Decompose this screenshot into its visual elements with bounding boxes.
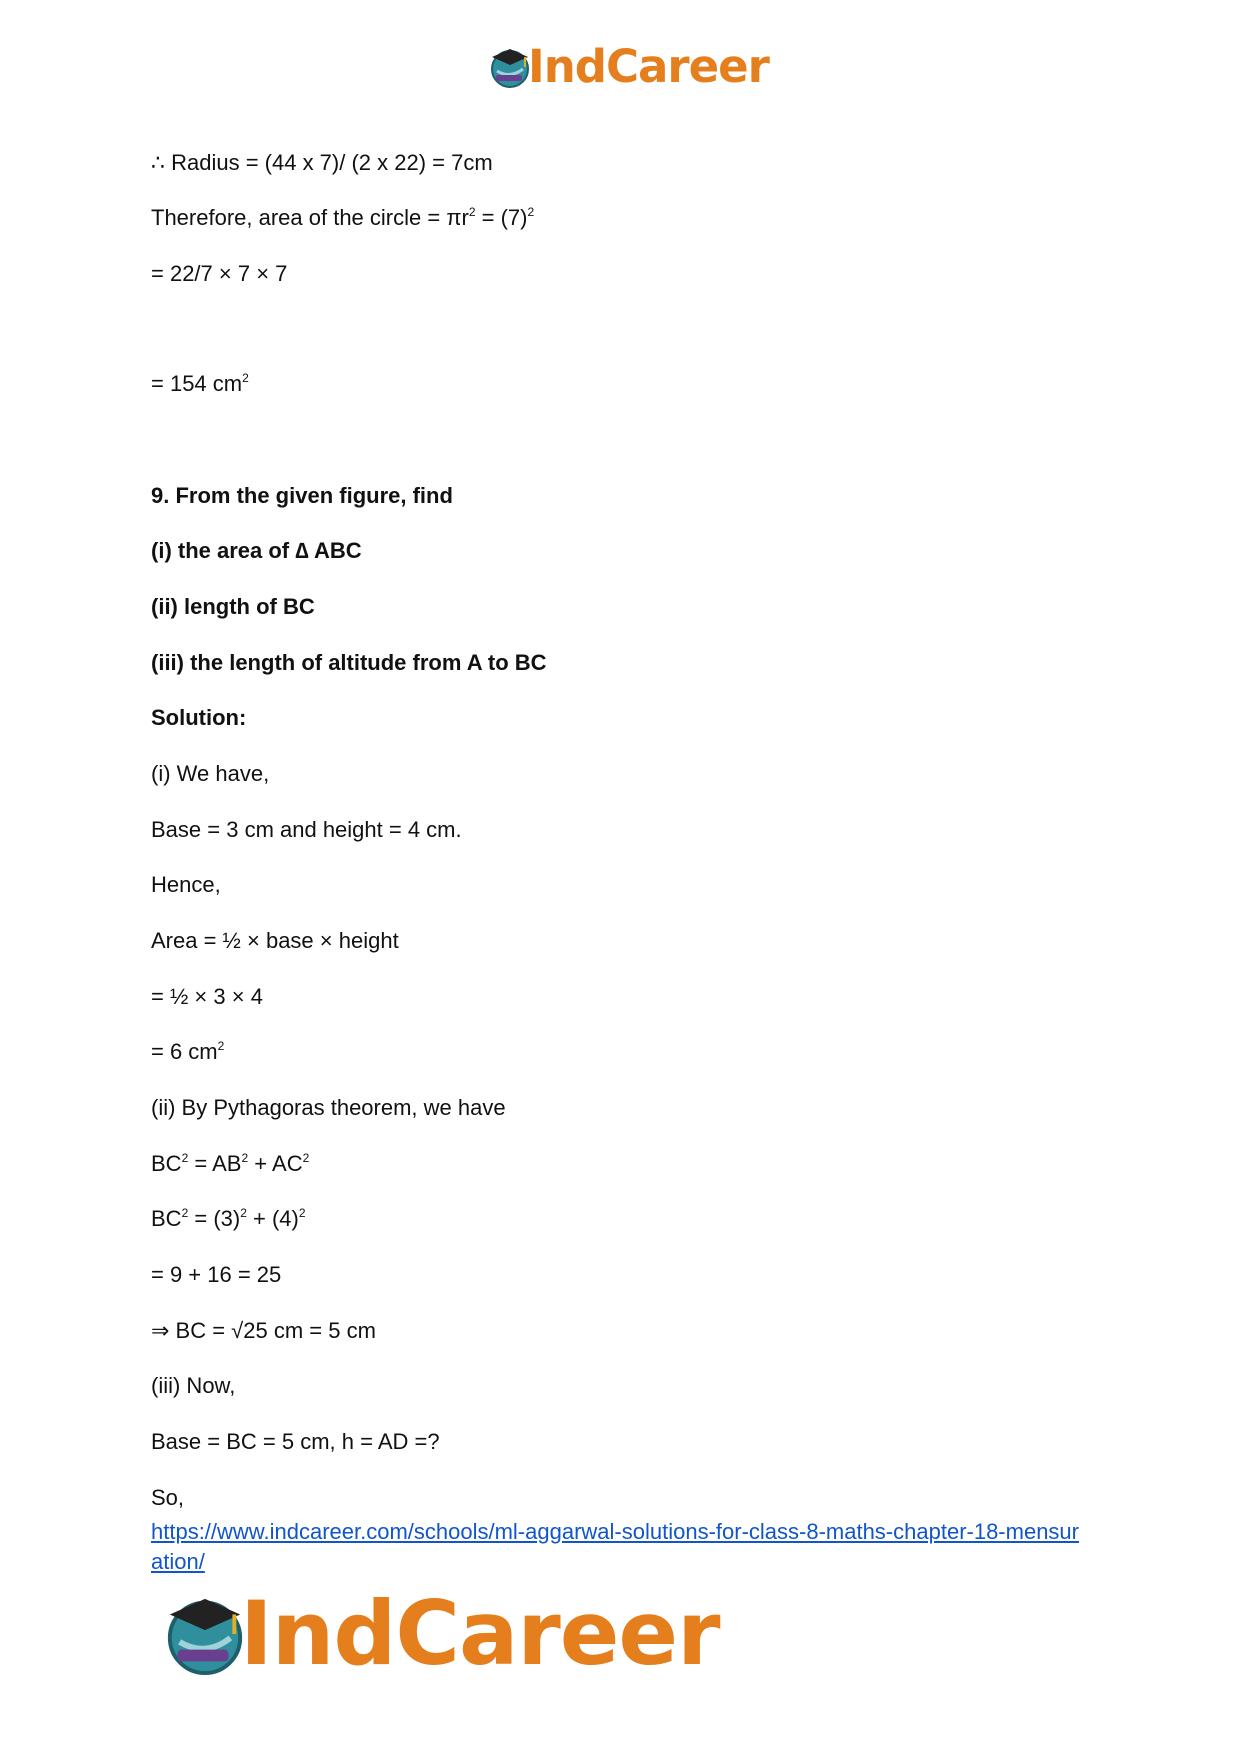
text-line: = 9 + 16 = 25 bbox=[151, 1262, 282, 1287]
text-line: Therefore, area of the circle = $\pi r^2 = (7)^2$ bbox=[151, 205, 535, 230]
question-part: (i) the area of ∆ ABC bbox=[151, 538, 362, 563]
text-line: = 6 $cm^2$ bbox=[151, 1039, 225, 1064]
text-line: $BC^2 = AB^2 + AC^2$ bbox=[151, 1151, 310, 1176]
source-link[interactable]: https://www.indcareer.com/schools/ml-aggarwal-solutions-for-class-8-maths-chapter-18-mensuration/ bbox=[151, 1519, 1079, 1574]
graduation-globe-icon bbox=[162, 1591, 248, 1677]
text-line: Base = 3 cm and height = 4 cm. bbox=[151, 817, 462, 842]
question-part: (iii) the length of altitude from A to BC bbox=[151, 650, 547, 675]
question-part: (ii) length of BC bbox=[151, 594, 315, 619]
question-heading: 9. From the given figure, find bbox=[151, 483, 453, 508]
text-line: = ½ × 3 × 4 bbox=[151, 984, 263, 1009]
text-line: = 22/7 × 7 × 7 bbox=[151, 261, 288, 286]
text-line: ⇒ BC = √25 cm = 5 cm bbox=[151, 1318, 376, 1343]
logo-wordmark: IndCareer bbox=[240, 1582, 720, 1685]
header-logo bbox=[488, 40, 769, 93]
text-line: So, bbox=[151, 1485, 185, 1510]
text-line: = 154 $cm^2$ bbox=[151, 371, 249, 396]
text-line: $BC^2 = (3)^2 + (4)^2$ bbox=[151, 1206, 306, 1231]
text-line: (ii) By Pythagoras theorem, we have bbox=[151, 1095, 506, 1120]
logo-wordmark: IndCareer bbox=[528, 40, 769, 93]
graduation-globe-icon bbox=[488, 45, 532, 89]
text-line: Area = ½ × base × height bbox=[151, 928, 399, 953]
solution-heading: Solution: bbox=[151, 705, 247, 730]
text-line: (iii) Now, bbox=[151, 1373, 236, 1398]
text-line: Base = BC = 5 cm, h = AD =? bbox=[151, 1429, 440, 1454]
text-line: (i) We have, bbox=[151, 761, 270, 786]
text-line: Hence, bbox=[151, 872, 221, 897]
text-line: ∴ Radius = (44 x 7)/ (2 x 22) = 7cm bbox=[151, 150, 493, 175]
footer-logo bbox=[162, 1582, 720, 1685]
